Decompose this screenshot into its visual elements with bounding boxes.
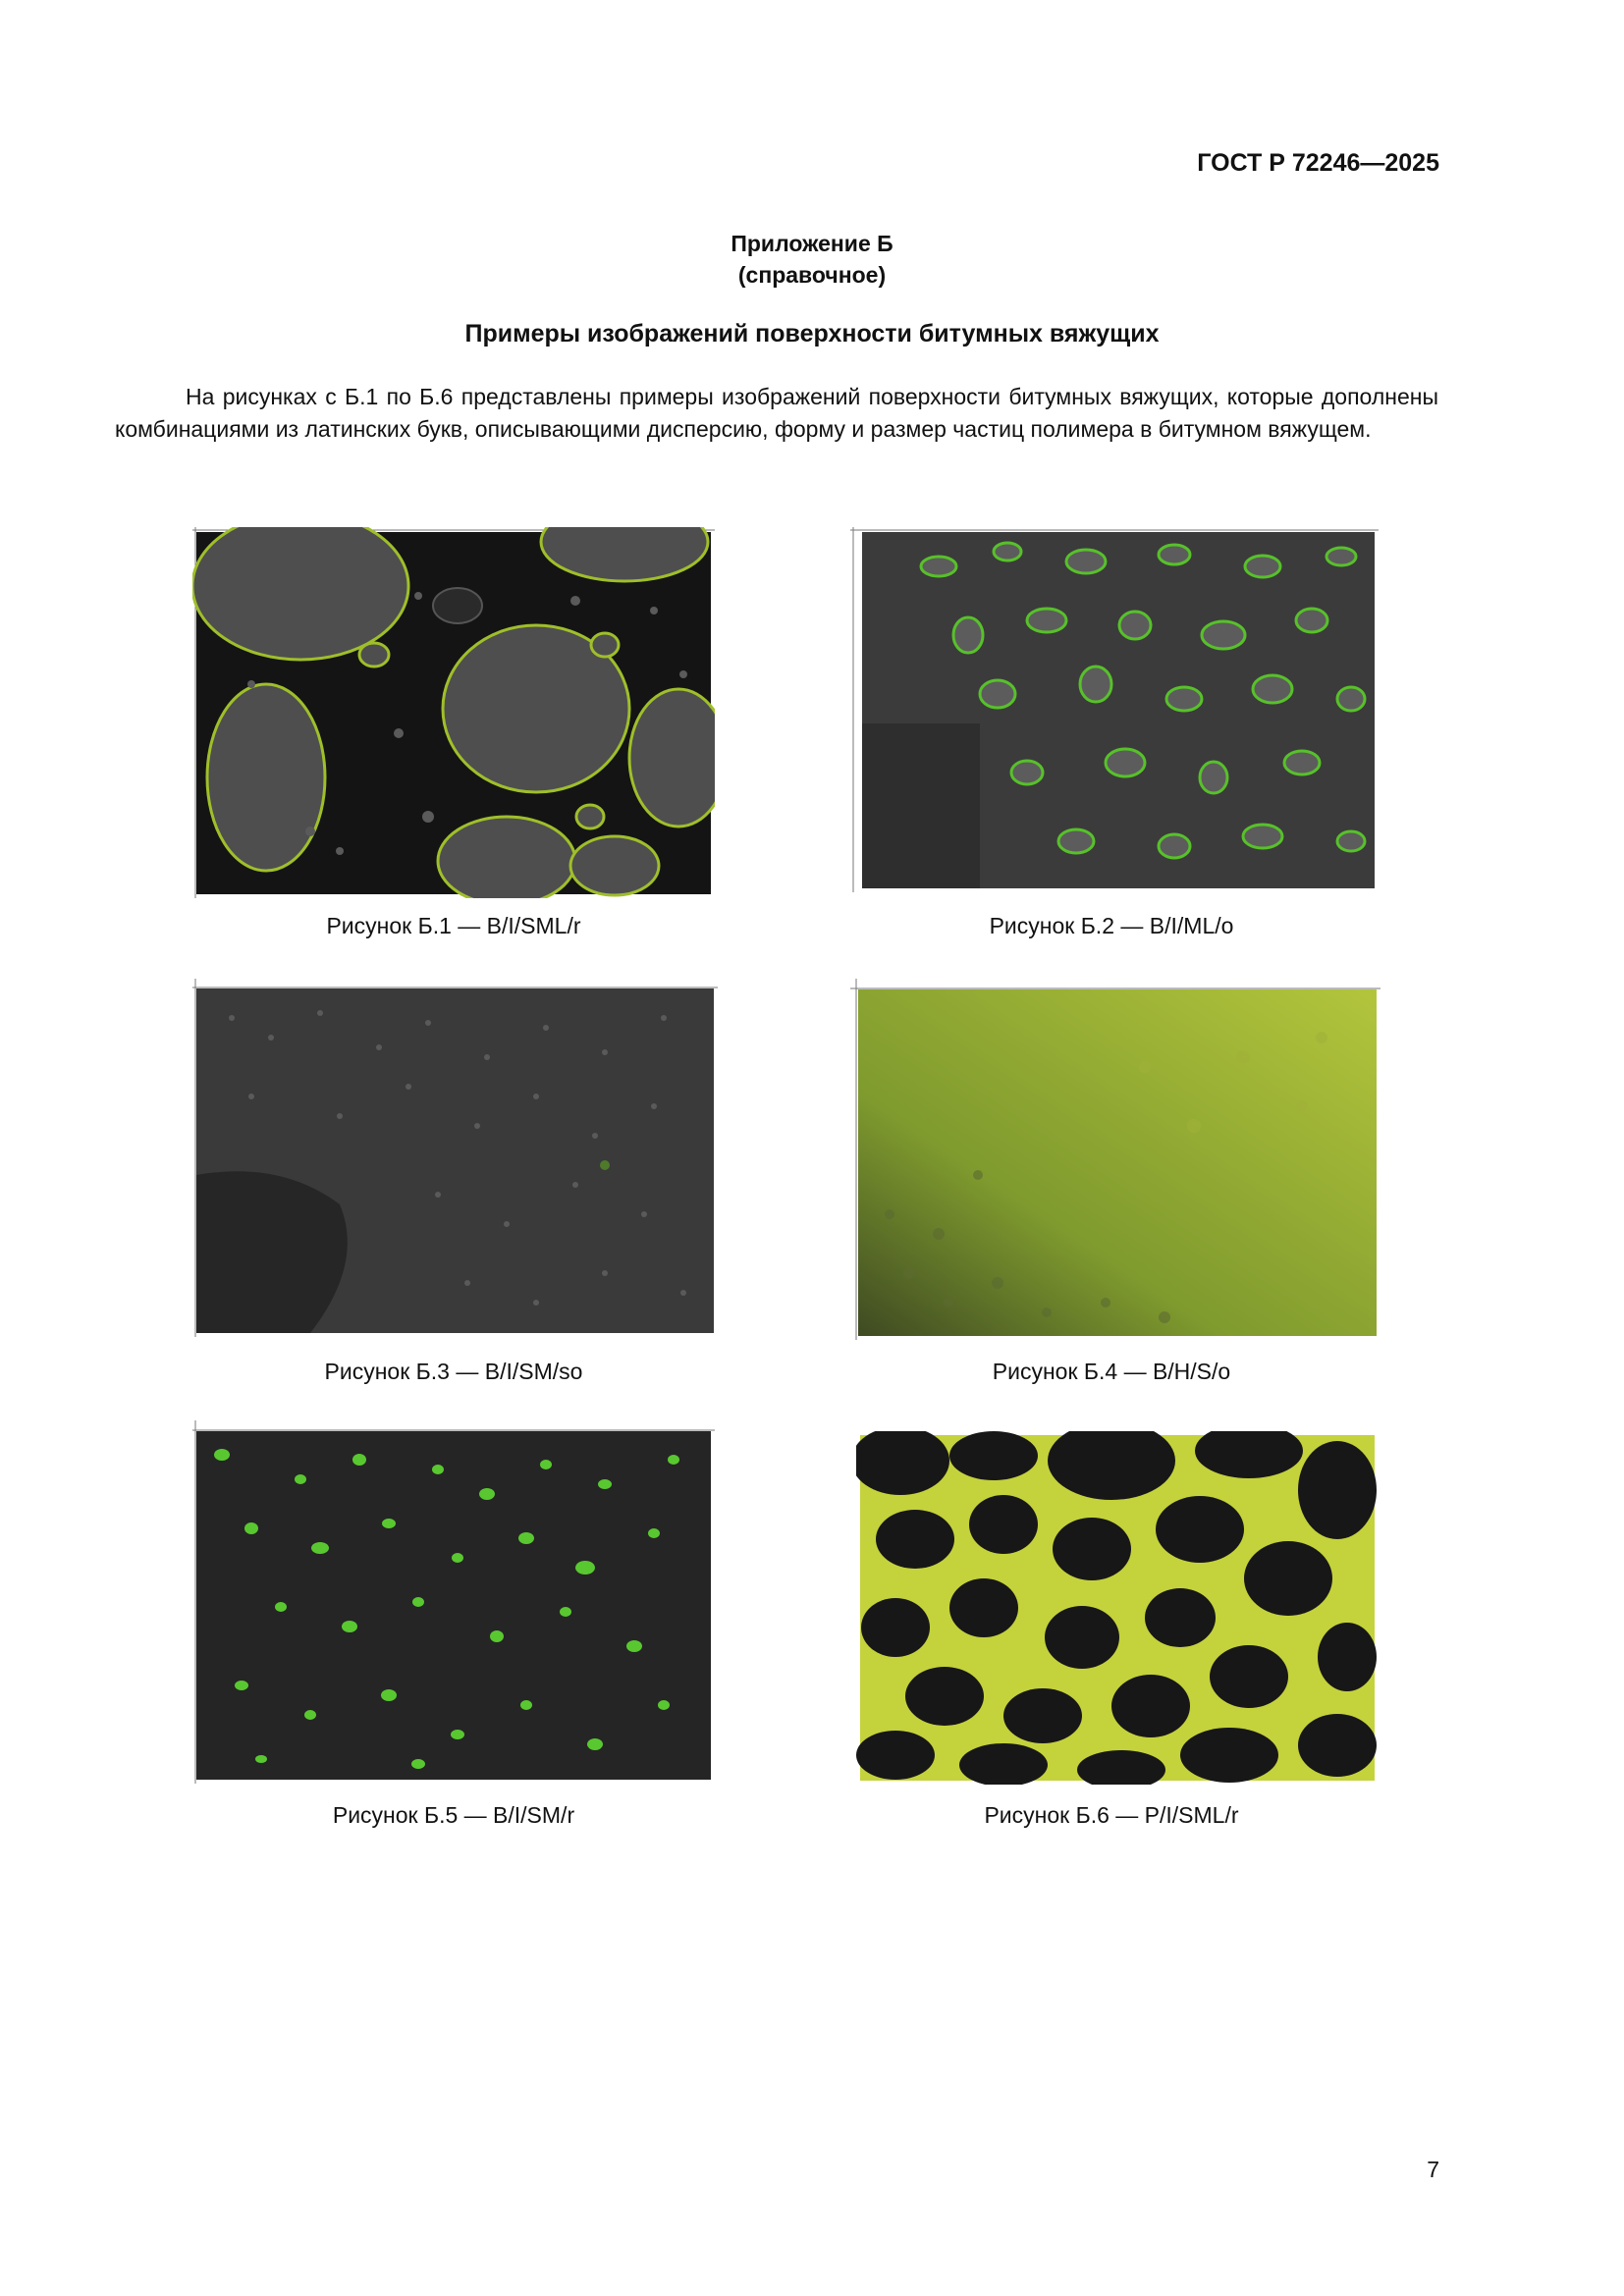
figure-b2 — [850, 527, 1379, 892]
annex-title: Приложение Б — [731, 231, 893, 256]
section-title: Примеры изображений поверхности битумных вяжущих — [464, 320, 1160, 347]
figure-b4 — [850, 979, 1380, 1340]
standard-number: ГОСТ Р 72246—2025 — [1197, 149, 1439, 177]
figure-caption-b6: Рисунок Б.6 — P/I/SML/r — [984, 1802, 1239, 1828]
micrograph-b4 — [850, 979, 1380, 1340]
annex-heading — [0, 228, 1624, 291]
figure-caption-b3: Рисунок Б.3 — B/I/SM/so — [324, 1359, 583, 1384]
figure-caption-b4: Рисунок Б.4 — B/H/S/o — [992, 1359, 1231, 1384]
micrograph-b5 — [192, 1420, 715, 1784]
figure-b3 — [192, 979, 718, 1337]
micrograph-b6 — [856, 1431, 1379, 1785]
annex-subtitle: (справочное) — [737, 262, 887, 288]
intro-paragraph: На рисунках с Б.1 по Б.6 представлены примеры изображений поверхности битумных вяжущих, которые дополнены комбинациями из латинских букв, описывающими дисперсию, форму и размер частиц полимера в битумном вяжущем. — [115, 384, 1438, 442]
page-number: 7 — [1427, 2157, 1439, 2182]
figure-b5 — [192, 1420, 715, 1784]
figure-caption-b2: Рисунок Б.2 — B/I/ML/o — [989, 913, 1234, 938]
micrograph-b3 — [192, 979, 718, 1337]
figure-caption-b1: Рисунок Б.1 — B/I/SML/r — [326, 913, 581, 938]
micrograph-b1 — [192, 527, 715, 898]
micrograph-b2 — [850, 527, 1379, 892]
figure-caption-b5: Рисунок Б.5 — B/I/SM/r — [332, 1802, 575, 1828]
figure-b1 — [192, 527, 715, 898]
figure-b6 — [856, 1431, 1379, 1785]
